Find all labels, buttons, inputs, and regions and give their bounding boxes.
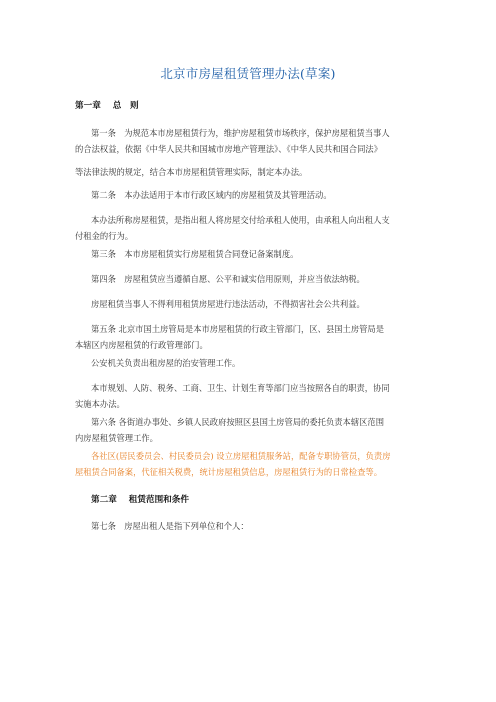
chapter-1-number: 第一章 (75, 101, 101, 111)
article-3: 第三条 本市房屋租赁实行房屋租赁合同登记备案制度。 (91, 249, 299, 259)
document-title: 北京市房屋租赁管理办法(草案) (160, 66, 336, 81)
article-5-departments-line-1: 本市规划、人防、税务、工商、卫生、计划生育等部门应当按照各自的职责，协同 (91, 383, 390, 393)
article-1-line-1: 第一条 为规范本市房屋租赁行为，维护房屋租赁市场秩序，保护房屋租赁当事人 (91, 128, 390, 138)
article-5-line-1: 第五条 北京市国土房管局是本市房屋租赁的行政主管部门，区、县国土房管局是 (91, 324, 385, 334)
article-1-line-2: 的合法权益，依据《中华人民共和国城市房地产管理法》、《中华人民共和国合同法》 (75, 144, 382, 154)
article-6 (75, 414, 425, 446)
chapter-2-name: 租赁范围和条件 (128, 495, 189, 505)
article-2-definition (75, 212, 425, 244)
chapter-1-name: 总 则 (112, 101, 139, 111)
article-1 (75, 125, 425, 157)
article-6-line-1: 第六条 各街道办事处、乡镇人民政府按照区县国土房管局的委托负责本辖区范围 (91, 417, 385, 427)
article-6-line-2: 内房屋租赁管理工作。 (75, 433, 158, 443)
article-5 (75, 321, 425, 353)
article-2: 第二条 本办法适用于本市行政区域内的房屋租赁及其管理活动。 (91, 190, 332, 200)
article-7: 第七条 房屋出租人是指下列单位和个人： (91, 521, 249, 531)
chapter-2-heading (91, 493, 189, 505)
article-6-highlighted-line-1: 各社区(居民委员会、村民委员会) 设立房屋租赁服务站，配备专职协管员，负责房 (91, 451, 391, 461)
chapter-2-number: 第二章 (91, 495, 117, 505)
article-1-line-3: 等法律法规的规定，结合本市房屋租赁管理实际，制定本办法。 (75, 167, 308, 177)
article-5-line-2: 本辖区内房屋租赁的行政管理部门。 (75, 340, 208, 350)
article-6-highlighted-line-2: 屋租赁合同备案，代征相关税费，统计房屋租赁信息，房屋租赁行为的日常检查等。 (75, 467, 382, 477)
article-5-departments (75, 380, 425, 412)
article-5-police: 公安机关负责出租房屋的治安管理工作。 (91, 358, 241, 368)
article-6-highlighted (75, 448, 425, 480)
article-2-definition-line-1: 本办法所称房屋租赁，是指出租人将房屋交付给承租人使用，由承租人向出租人支 (91, 215, 390, 225)
article-4: 第四条 房屋租赁应当遵循自愿、公平和诚实信用原则，并应当依法纳税。 (91, 274, 365, 284)
article-2-definition-line-2: 付租金的行为。 (75, 231, 134, 241)
chapter-1-heading (75, 99, 139, 111)
article-4-prohibition: 房屋租赁当事人不得利用租赁房屋进行违法活动，不得损害社会公共利益。 (91, 299, 365, 309)
article-5-departments-line-2: 实施本办法。 (75, 399, 125, 409)
